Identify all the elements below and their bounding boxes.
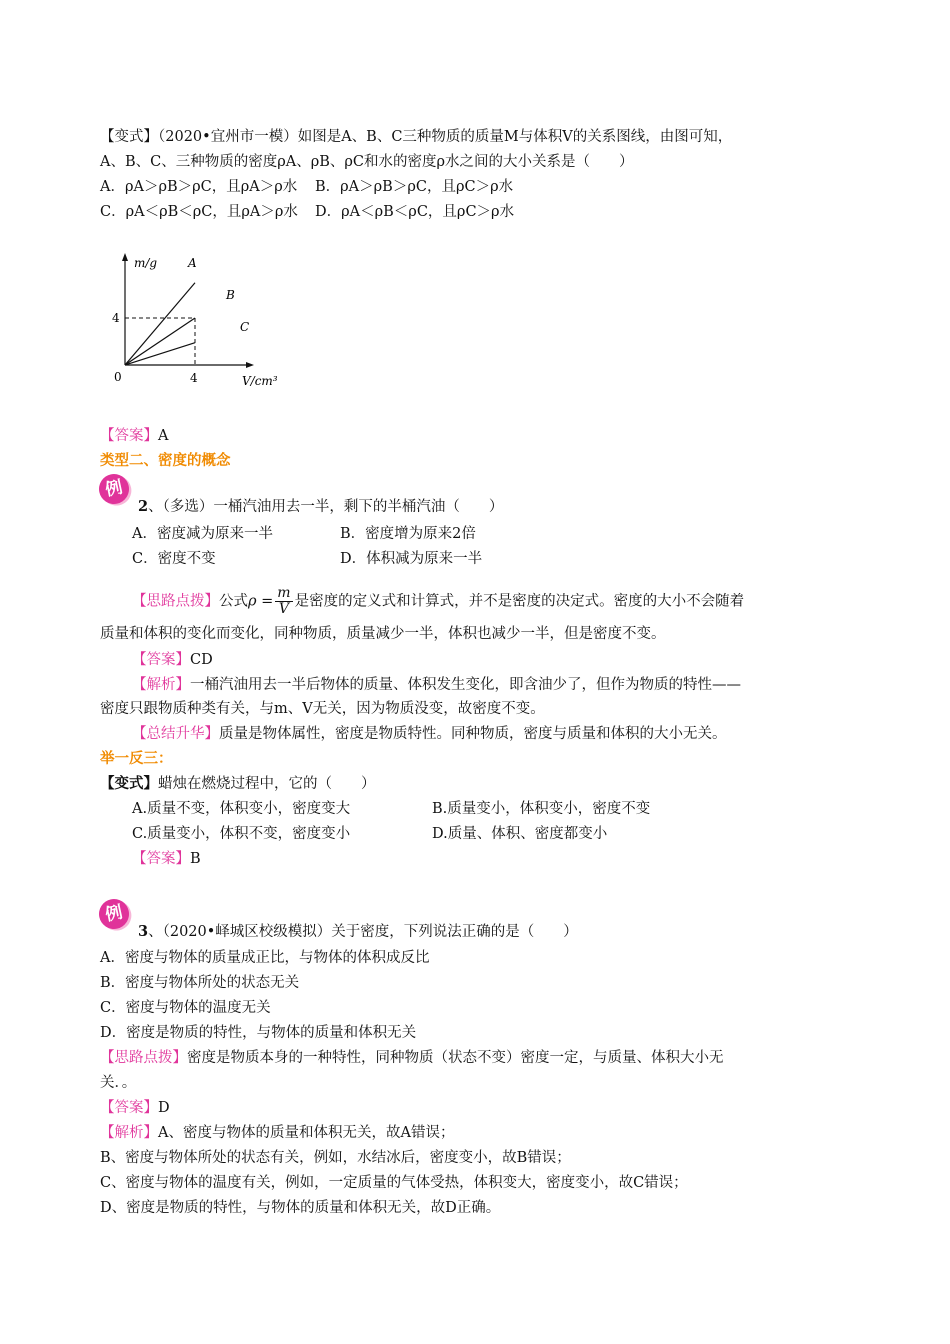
q2-option-a: A．密度减为原来一半 — [132, 526, 273, 542]
variant-2-option-c: C.质量变小，体积不变，密度变小 — [132, 826, 351, 842]
origin-label: 0 — [114, 370, 122, 384]
example-badge-2: 例 — [96, 471, 132, 507]
example-badge-3: 例 — [96, 896, 132, 932]
q3-hint: 【思路点拨】密度是物质本身的一种特性，同种物质（状态不变）密度一定，与质量、体积大小无 — [100, 1050, 724, 1066]
x-axis-label: V/cm³ — [242, 374, 278, 388]
q3-answer: 【答案】D — [100, 1100, 170, 1116]
variant-2-option-a: A.质量不变，体积变小，密度变大 — [132, 801, 351, 817]
variant-option-d: D．ρA＜ρB＜ρC，且ρC＞ρ水 — [315, 204, 515, 220]
line-b-label: B — [226, 288, 235, 302]
variant-2-question: 【变式】蜡烛在燃烧过程中，它的（ ） — [100, 775, 376, 792]
q2-hint: 【思路点拨】公式ρ = $\frac{m}{V}$ 是密度的定义式和计算式，并不是密度的决定式。密度的大小不会随着 — [132, 585, 745, 617]
q2-option-d: D．体积减为原来一半 — [340, 551, 483, 567]
variant-line-1: 【变式】（2020•宜州市一模）如图是A、B、C三种物质的质量M与体积V的关系图线，由图可知， — [100, 129, 733, 145]
line-a-label: A — [188, 256, 197, 270]
q3-analysis: 【解析】A、密度与物体的质量和体积无关，故A错误； — [100, 1125, 455, 1141]
variant-2-option-b: B.质量变小，体积变小，密度不变 — [432, 801, 651, 817]
y-axis-label: m/g — [134, 256, 158, 270]
q2-option-c: C．密度不变 — [132, 551, 216, 567]
x-axis-arrow — [246, 362, 254, 368]
variant-option-b: B．ρA＞ρB＞ρC，且ρC＞ρ水 — [315, 179, 514, 195]
question-2: 2、（多选）一桶汽油用去一半，剩下的半桶汽油（ ） — [138, 498, 504, 515]
y-tick-label: 4 — [112, 311, 120, 325]
q2-hint-line-2: 质量和体积的变化而变化，同种物质，质量减少一半，体积也减少一半，但是密度不变。 — [100, 626, 666, 642]
q3-option-b: B．密度与物体所处的状态无关 — [100, 975, 300, 991]
variant-option-c: C．ρA＜ρB＜ρC，且ρA＞ρ水 — [100, 204, 298, 220]
x-tick-label: 4 — [190, 371, 198, 385]
q2-option-b: B．密度增为原来2倍 — [340, 526, 476, 542]
line-c — [125, 343, 195, 365]
variant-line-2: A、B、C、三种物质的密度ρA、ρB、ρC和水的密度ρ水之间的大小关系是（ ） — [100, 154, 634, 170]
q2-summary: 【总结升华】质量是物体属性，密度是物质特性。同种物质，密度与质量和体积的大小无关。 — [132, 726, 727, 742]
density-fraction: $\frac{m}{V}$ — [277, 585, 291, 617]
q2-answer: 【答案】CD — [132, 652, 213, 668]
line-a — [125, 283, 195, 365]
line-c-label: C — [240, 320, 250, 334]
y-axis-arrow — [122, 253, 128, 261]
variant-answer: 【答案】A — [100, 428, 169, 444]
variant-option-a: A．ρA＞ρB＞ρC，且ρA＞ρ水 — [100, 179, 298, 195]
q3-option-d: D．密度是物质的特性，与物体的质量和体积无关 — [100, 1025, 417, 1041]
question-3: 3、（2020•峄城区校级模拟）关于密度，下列说法正确的是（ ） — [138, 923, 578, 940]
extend-heading: 举一反三： — [100, 750, 173, 767]
variant-2-option-d: D.质量、体积、密度都变小 — [432, 826, 608, 842]
q3-hint-line-2: 关．。 — [100, 1075, 137, 1091]
q3-option-a: A．密度与物体的质量成正比，与物体的体积成反比 — [100, 950, 430, 966]
line-b — [125, 318, 195, 365]
q2-analysis: 【解析】一桶汽油用去一半后物体的质量、体积发生变化，即含油少了，但作为物质的特性—— — [132, 677, 741, 693]
q3-analysis-line-4: D、密度是物质的特性，与物体的质量和体积无关，故D正确。 — [100, 1200, 501, 1216]
density-formula: ρ = — [248, 593, 274, 610]
mass-volume-graph — [100, 245, 300, 395]
q3-analysis-line-2: B、密度与物体所处的状态有关，例如，水结冰后，密度变小，故B错误； — [100, 1150, 571, 1166]
variant-2-answer: 【答案】B — [132, 851, 201, 867]
q3-option-c: C．密度与物体的温度无关 — [100, 1000, 271, 1016]
section-heading: 类型二、密度的概念 — [100, 452, 231, 469]
q2-analysis-line-2: 密度只跟物质种类有关，与m、V无关，因为物质没变，故密度不变。 — [100, 701, 545, 717]
q3-analysis-line-3: C、密度与物体的温度有关，例如，一定质量的气体受热，体积变大，密度变小，故C错误； — [100, 1175, 688, 1191]
